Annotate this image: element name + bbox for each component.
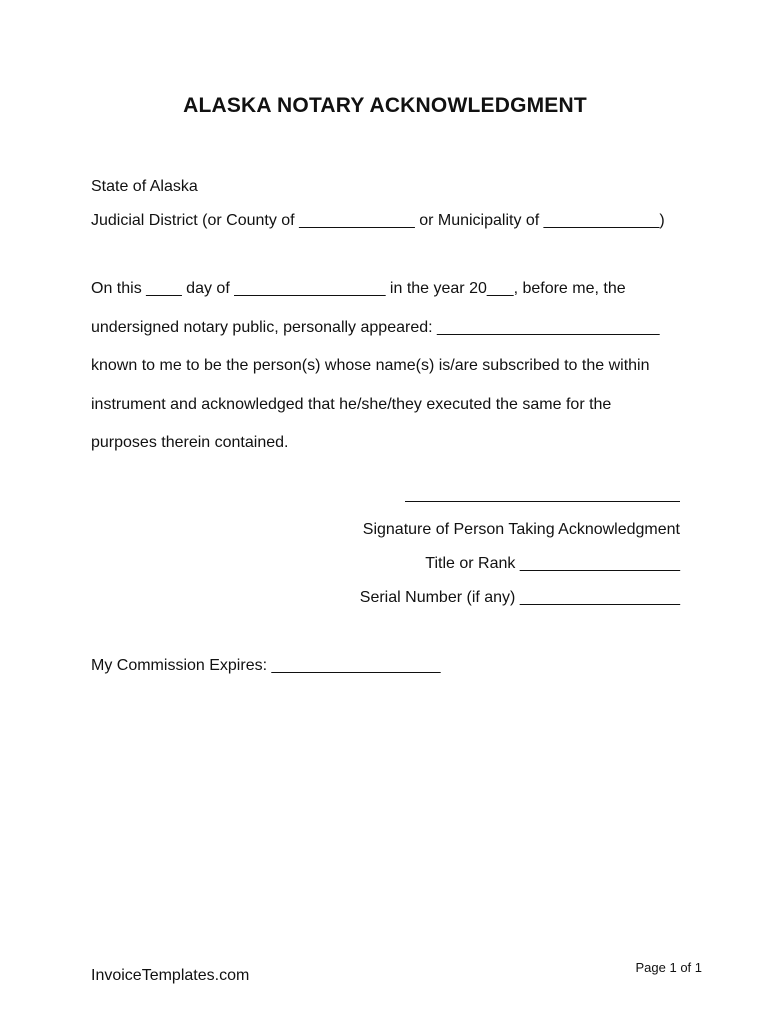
page-number: Page 1 of 1 <box>635 960 702 975</box>
body-line-5: purposes therein contained. <box>91 434 289 451</box>
signature-line <box>405 501 680 502</box>
document-title: ALASKA NOTARY ACKNOWLEDGMENT <box>183 94 587 117</box>
body-line-4: instrument and acknowledged that he/she/they executed the same for the <box>91 396 612 413</box>
body-line-2: undersigned notary public, personally appeared: _________________________ <box>91 319 660 336</box>
judicial-district-line: Judicial District (or County of _____________ or Municipality of _____________) <box>91 212 665 229</box>
title-or-rank-line: Title or Rank __________________ <box>425 555 680 572</box>
body-line-1: On this ____ day of _________________ in the year 20___, before me, the <box>91 280 626 297</box>
state-line: State of Alaska <box>91 178 198 195</box>
footer-source: InvoiceTemplates.com <box>91 967 250 984</box>
commission-expires-line: My Commission Expires: ___________________ <box>91 657 441 674</box>
signature-label: Signature of Person Taking Acknowledgment <box>362 521 680 538</box>
serial-number-line: Serial Number (if any) __________________ <box>359 589 680 606</box>
body-line-3: known to me to be the person(s) whose name(s) is/are subscribed to the within <box>91 357 650 374</box>
